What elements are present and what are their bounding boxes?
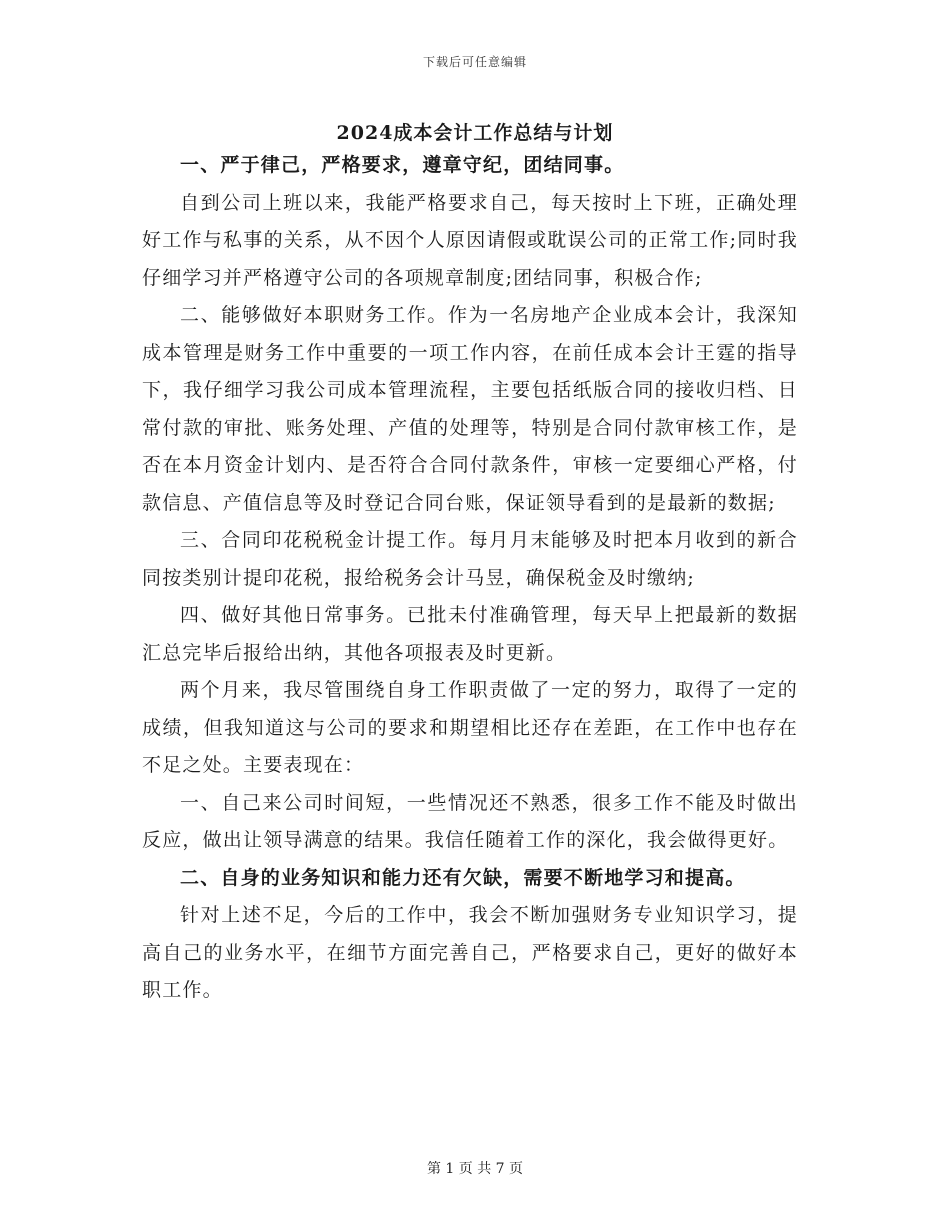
page-header: 下载后可任意编辑 [422,55,527,69]
paragraph-6: 两个月来，我尽管围绕自身工作职责做了一定的努力，取得了一定的成绩，但我知道这与公司的要求和期望相比还存在差距，在工作中也存在不足之处。主要表现在： [142,679,798,776]
paragraph-4: 三、合同印花税税金计提工作。每月月末能够及时把本月收到的新合同按类别计提印花税，报给税务会计马昱，确保税金及时缴纳; [142,529,798,589]
paragraph-1: 一、严于律己，严格要求，遵章守纪，团结同事。 [180,154,625,176]
paragraph-3: 二、能够做好本职财务工作。作为一名房地产企业成本会计，我深知成本管理是财务工作中重要的一项工作内容，在前任成本会计王霆的指导下，我仔细学习我公司成本管理流程，主要包括纸版合同的接收归档、日常付款的审批、账务处理、产值的处理等，特别是合同付款审核工作，是否在本月资金计划内、是否符合合同付款条件，审核一定要细心严格，付款信息、产值信息等及时登记合同台账，保证领导看到的是最新的数据; [142,304,798,514]
paragraph-8: 二、自身的业务知识和能力还有欠缺，需要不断地学习和提高。 [180,866,746,889]
paragraph-7: 一、自己来公司时间短，一些情况还不熟悉，很多工作不能及时做出反应，做出让领导满意的结果。我信任随着工作的深化，我会做得更好。 [142,791,798,851]
paragraph-2: 自到公司上班以来，我能严格要求自己，每天按时上下班，正确处理好工作与私事的关系，从不因个人原因请假或耽误公司的正常工作;同时我仔细学习并严格遵守公司的各项规章制度;团结同事，积极合作; [142,191,798,289]
paragraph-9: 针对上述不足，今后的工作中，我会不断加强财务专业知识学习，提高自己的业务水平，在细节方面完善自己，严格要求自己，更好的做好本职工作。 [142,904,798,1001]
document-body [142,147,798,1010]
page-number-footer: 第 1 页 共 7 页 [426,1161,524,1177]
paragraph-5: 四、做好其他日常事务。已批未付准确管理，每天早上把最新的数据汇总完毕后报给出纳，其他各项报表及时更新。 [142,604,798,664]
document-title: 2024成本会计工作总结与计划 [336,122,614,144]
